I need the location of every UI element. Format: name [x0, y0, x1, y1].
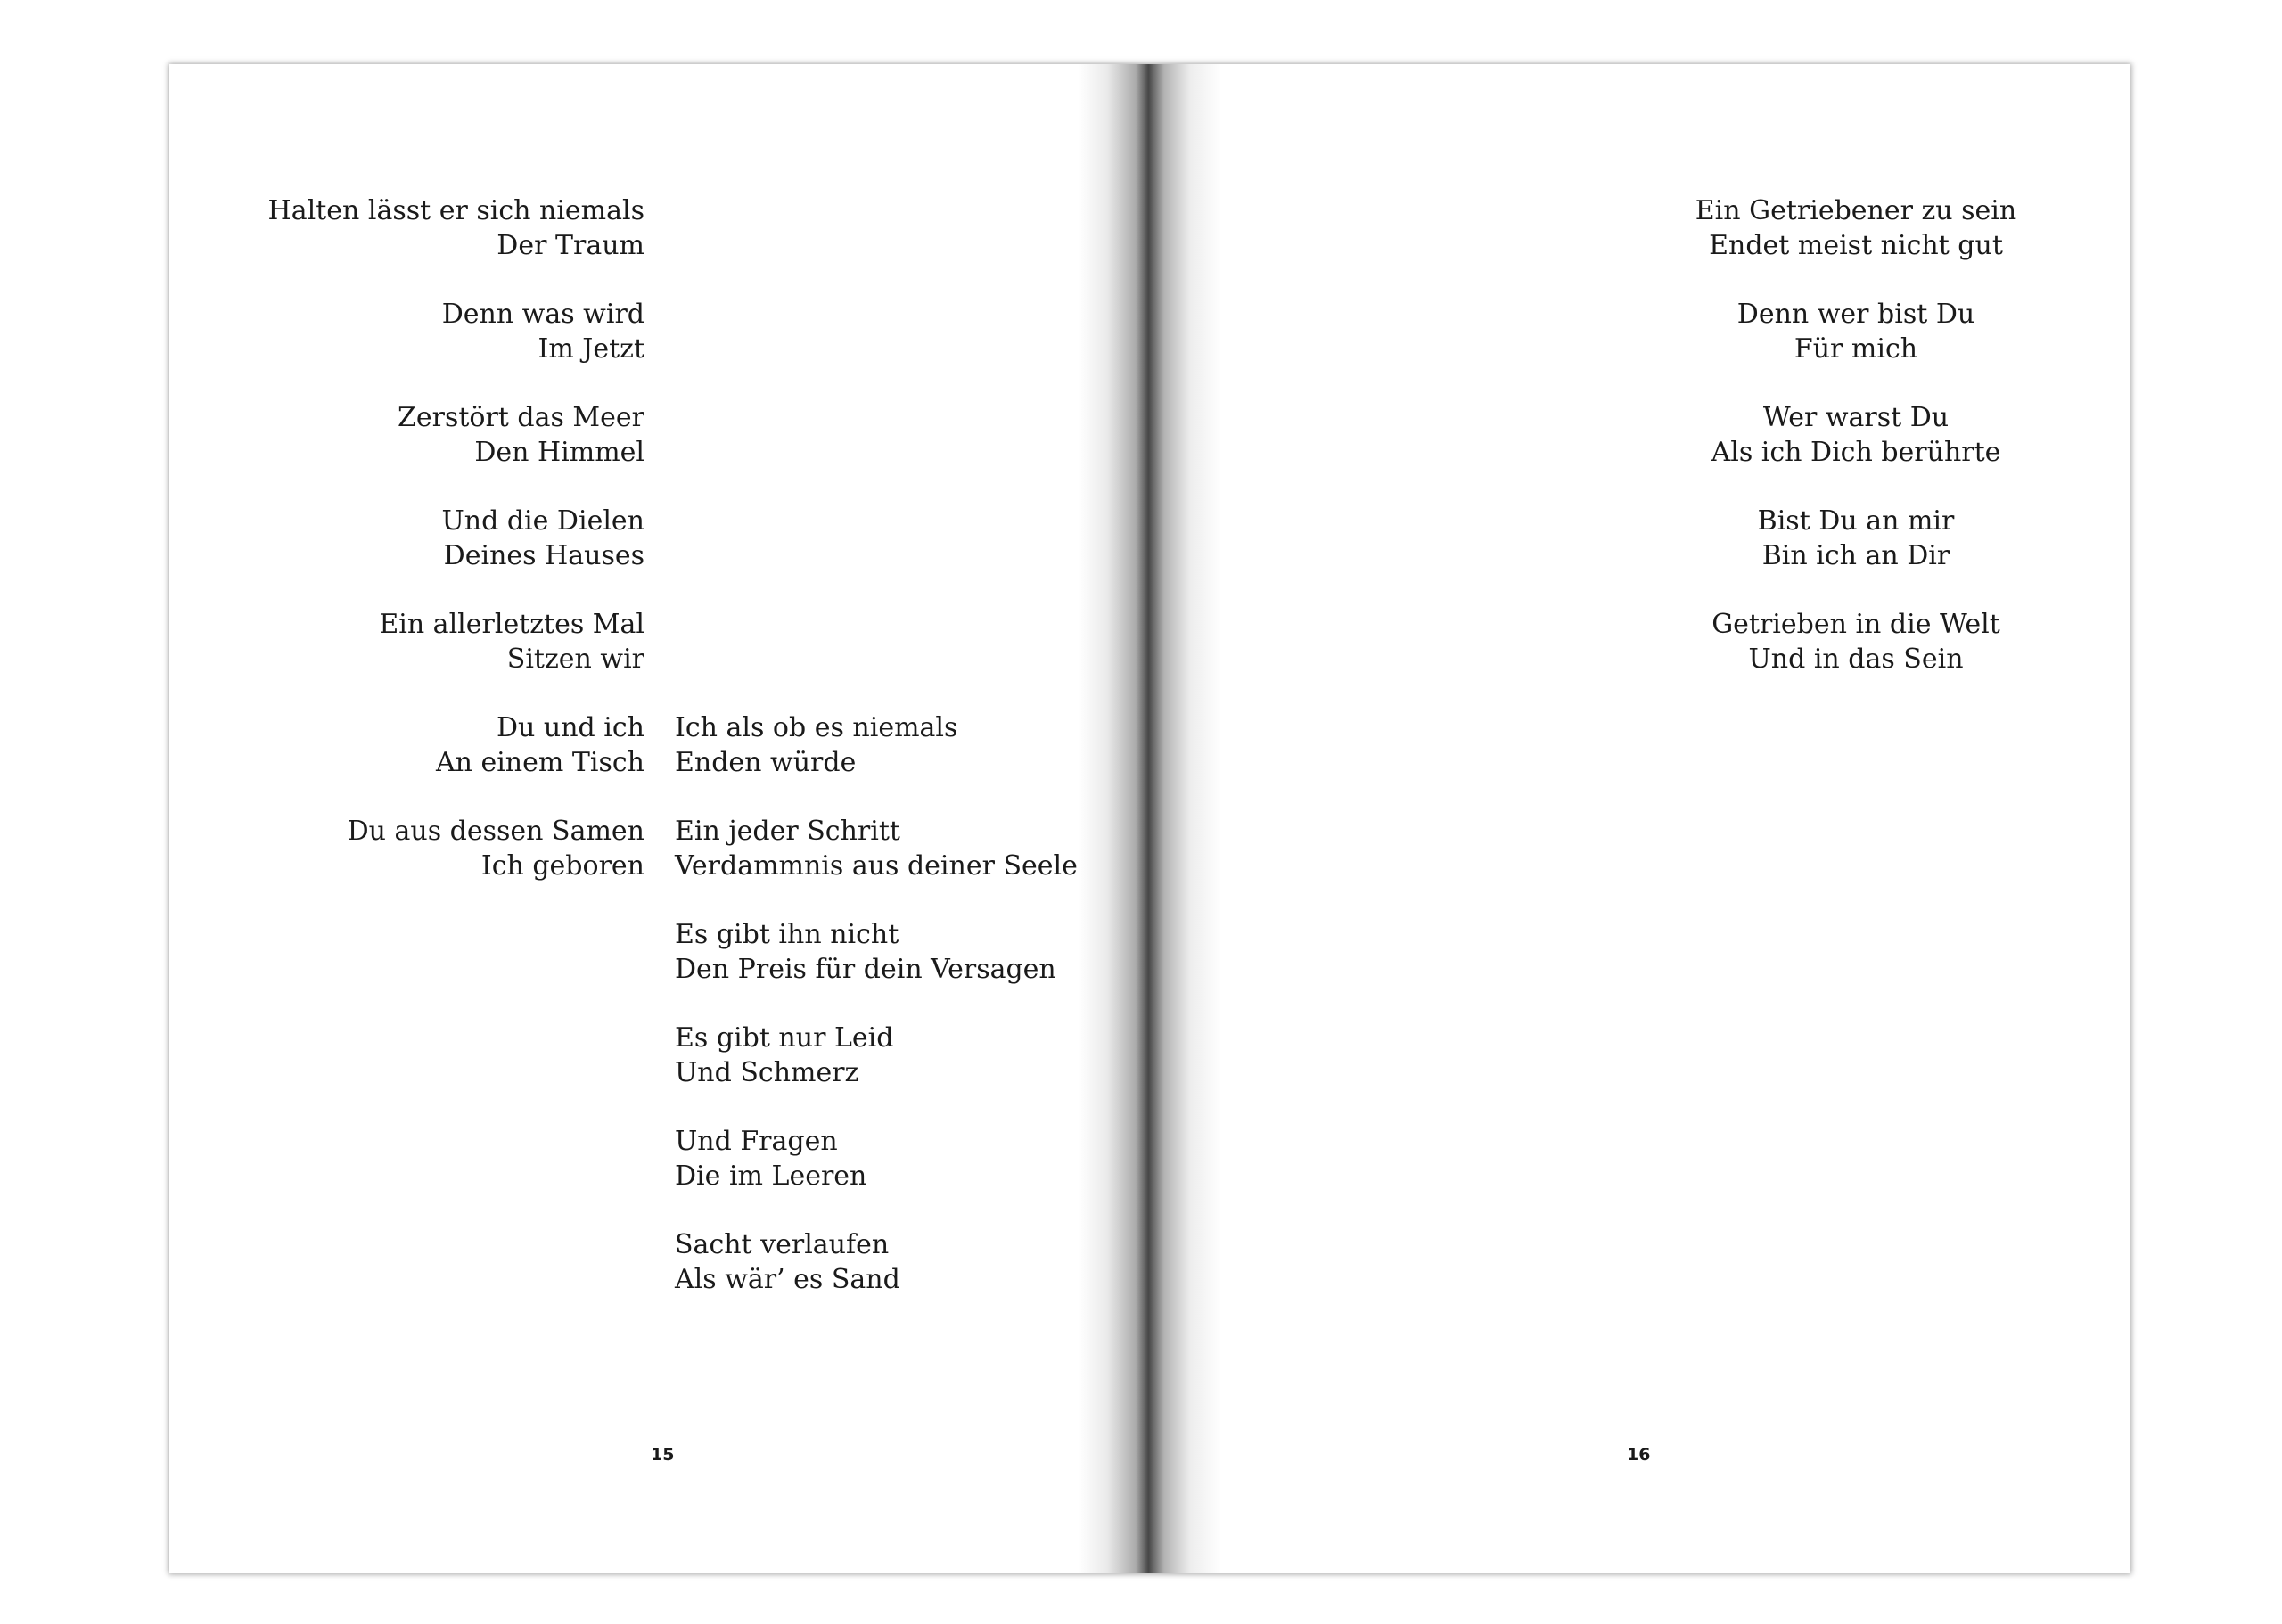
- stanza: [675, 710, 957, 780]
- verse-line: Halten lässt er sich niemals: [267, 195, 644, 226]
- verse-line: Ich als ob es niemals: [675, 712, 958, 743]
- verse-line: Als ich Dich berührte: [1711, 437, 2001, 468]
- verse-line: Es gibt nur Leid: [675, 1022, 894, 1054]
- stanza: [442, 297, 644, 366]
- verse-line: Der Traum: [497, 230, 644, 261]
- verse-line: Ich geboren: [480, 850, 644, 882]
- verse-line: Denn wer bist Du: [1736, 299, 1975, 330]
- verse-line: Du aus dessen Samen: [347, 816, 644, 847]
- verse-line: Für mich: [1794, 333, 1918, 365]
- verse-line: Verdammnis aus deiner Seele: [675, 850, 1078, 882]
- stanza: [379, 607, 644, 677]
- stanza: [675, 1227, 900, 1297]
- stanza: [675, 814, 1078, 883]
- page-number: 15: [651, 1445, 675, 1464]
- stanza: [1678, 297, 2034, 366]
- verse-line: Denn was wird: [441, 299, 644, 330]
- stanza: [1678, 400, 2034, 470]
- verse-line: Bist Du an mir: [1757, 505, 1955, 537]
- verse-line: Und die Dielen: [441, 505, 644, 537]
- gutter-shadow: [1079, 64, 1221, 1573]
- stanza: [441, 504, 644, 573]
- verse-line: Im Jetzt: [538, 333, 644, 365]
- verse-line: Den Himmel: [474, 437, 644, 468]
- verse-line: Die im Leeren: [675, 1161, 867, 1192]
- verse-line: Ein jeder Schritt: [675, 816, 900, 847]
- stanza: [675, 1021, 893, 1090]
- stanza: [268, 193, 644, 263]
- verse-line: Enden würde: [675, 747, 857, 778]
- verse-line: Und Fragen: [675, 1126, 838, 1157]
- right-page: [1150, 64, 2130, 1573]
- verse-line: Bin ich an Dir: [1761, 540, 1950, 571]
- verse-line: Deines Hauses: [443, 540, 644, 571]
- verse-line: Den Preis für dein Versagen: [675, 954, 1056, 985]
- verse-line: Ein Getriebener zu sein: [1695, 195, 2017, 226]
- verse-line: Wer warst Du: [1762, 402, 1950, 433]
- stanza: [675, 1124, 866, 1193]
- verse-line: Ein allerletztes Mal: [379, 609, 644, 640]
- verse-line: Sitzen wir: [506, 644, 644, 675]
- verse-line: Und Schmerz: [675, 1057, 859, 1088]
- page-number: 16: [1627, 1445, 1651, 1464]
- verse-line: Als wär’ es Sand: [675, 1264, 900, 1295]
- verse-line: Du und ich: [496, 712, 644, 743]
- verse-line: Es gibt ihn nicht: [675, 919, 899, 950]
- stanza: [348, 814, 644, 883]
- book-spread: [169, 64, 2130, 1573]
- verse-line: Und in das Sein: [1748, 644, 1964, 675]
- verse-line: An einem Tisch: [435, 747, 644, 778]
- verse-line: Getrieben in die Welt: [1712, 609, 2000, 640]
- left-page: [169, 64, 1150, 1573]
- stanza: [675, 917, 1056, 987]
- stanza: [398, 400, 644, 470]
- verse-line: Zerstört das Meer: [398, 402, 644, 433]
- stanza: [1678, 504, 2034, 573]
- stanza: [1678, 607, 2034, 677]
- stanza: [1678, 193, 2034, 263]
- verse-line: Endet meist nicht gut: [1709, 230, 2003, 261]
- stanza: [436, 710, 644, 780]
- verse-line: Sacht verlaufen: [675, 1229, 890, 1260]
